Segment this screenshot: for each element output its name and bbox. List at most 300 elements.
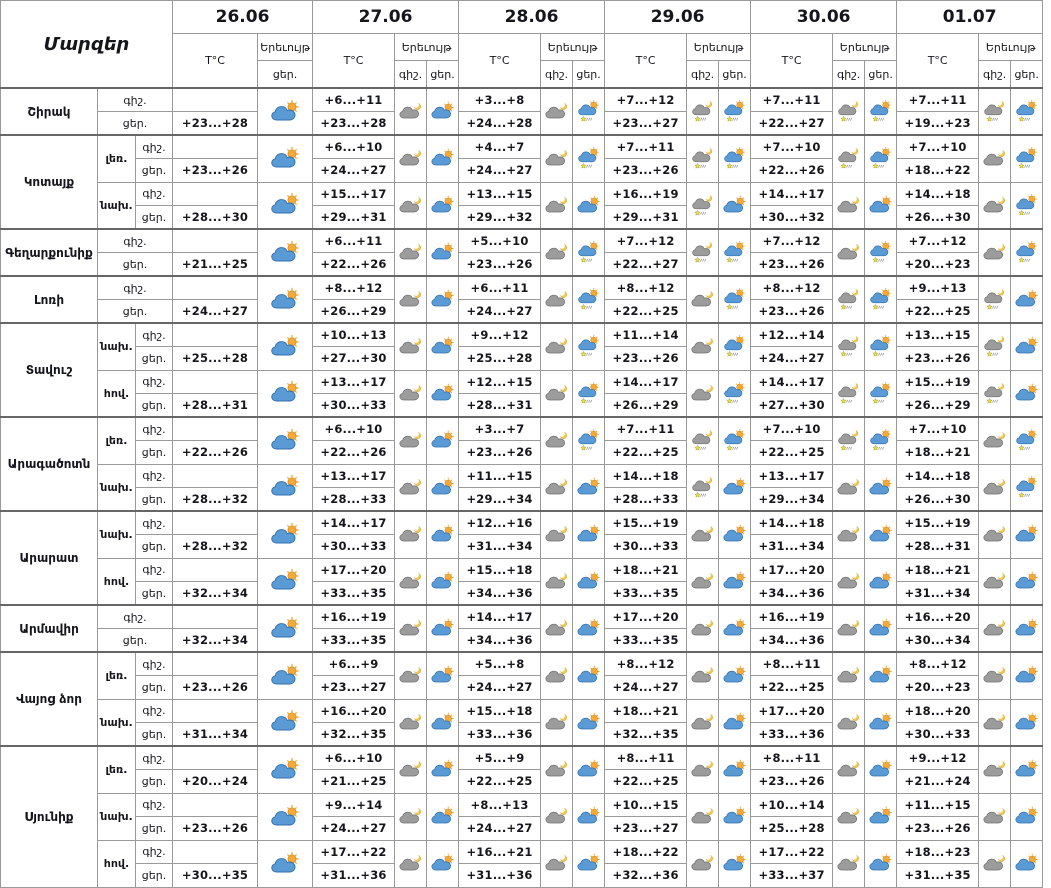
sun-behind-cloud-day-icon [430, 618, 456, 639]
night-temperature: +16...+21 [459, 840, 541, 864]
night-temperature: +7...+10 [897, 417, 979, 441]
temp-header: T°C [313, 34, 395, 89]
weather-icon-cell [573, 276, 605, 323]
weather-icon-cell [833, 652, 865, 699]
weather-icon-cell [687, 793, 719, 840]
phenomenon-header: Երեւույթ [833, 34, 897, 61]
moon-behind-cloud-night-icon [836, 665, 862, 686]
sun-behind-cloud-day-icon [868, 618, 894, 639]
night-temperature: +8...+12 [313, 276, 395, 300]
weather-icon-cell [258, 276, 313, 323]
sun-behind-cloud-day-icon [430, 242, 456, 263]
weather-icon-cell [687, 464, 719, 511]
thunderstorm-day-icon [1014, 476, 1039, 499]
region-name: Վայոց ձոր [1, 652, 98, 746]
forecast-row-night [1, 135, 1043, 159]
night-temperature: +7...+10 [751, 417, 833, 441]
sun-behind-cloud-day-icon [430, 383, 456, 404]
forecast-row-night [1, 605, 1043, 629]
weather-icon-cell [541, 182, 573, 229]
sun-behind-cloud-day-icon [430, 477, 456, 498]
thunderstorm-night-icon [982, 288, 1007, 311]
thunderstorm-day-icon [868, 241, 893, 264]
sun-behind-cloud-day-icon [868, 759, 894, 780]
weather-icon-cell [687, 511, 719, 558]
sun-behind-cloud-day-icon [868, 571, 894, 592]
moon-behind-cloud-night-icon [690, 571, 716, 592]
sun-behind-cloud-day-icon [576, 712, 602, 733]
day-temperature: +18...+21 [897, 441, 979, 465]
moon-behind-cloud-night-icon [544, 477, 570, 498]
sun-behind-cloud-day-icon [576, 195, 602, 216]
moon-behind-cloud-night-icon [544, 195, 570, 216]
thunderstorm-day-icon [576, 147, 601, 170]
weather-icon-cell [541, 229, 573, 276]
weather-icon-cell [719, 417, 751, 464]
forecast-row-night [1, 511, 1043, 535]
weather-icon-cell [258, 182, 313, 229]
weather-icon-cell [395, 746, 427, 793]
day-temperature: +24...+27 [173, 300, 258, 324]
day-temperature: +23...+26 [751, 770, 833, 794]
night-temperature: +7...+11 [751, 88, 833, 112]
night-label: գիշ. [98, 229, 173, 253]
day-temperature: +29...+31 [313, 206, 395, 230]
day-temperature: +23...+26 [173, 159, 258, 183]
night-temperature: +8...+11 [751, 652, 833, 676]
sun-behind-cloud-day-icon [722, 524, 748, 545]
night-temperature [173, 605, 258, 629]
night-temperature: +8...+12 [897, 652, 979, 676]
sun-behind-cloud-day-icon [1014, 289, 1040, 310]
region-name: Սյունիք [1, 746, 98, 887]
day-temperature: +27...+30 [751, 394, 833, 418]
night-temperature: +8...+12 [605, 652, 687, 676]
weather-icon-cell [865, 464, 897, 511]
thunderstorm-night-icon [982, 100, 1007, 123]
thunderstorm-day-icon [868, 147, 893, 170]
moon-behind-cloud-night-icon [836, 242, 862, 263]
weather-icon-cell [687, 276, 719, 323]
weather-icon-cell [573, 840, 605, 887]
sun-behind-cloud-day-icon [1014, 853, 1040, 874]
night-temperature: +18...+20 [897, 699, 979, 723]
forecast-row-night [1, 793, 1043, 817]
sun-behind-cloud-day-icon [269, 474, 302, 500]
night-temperature: +18...+21 [605, 558, 687, 582]
night-label: գիշ. [136, 746, 173, 770]
night-temperature: +15...+17 [313, 182, 395, 206]
moon-behind-cloud-night-icon [398, 383, 424, 404]
date-header-28-06: 28.06 [459, 1, 605, 34]
night-temperature [173, 229, 258, 253]
thunderstorm-night-icon [690, 194, 715, 217]
moon-behind-cloud-night-icon [982, 524, 1008, 545]
day-temperature: +21...+24 [897, 770, 979, 794]
zone-label: նախ. [98, 511, 136, 558]
sun-behind-cloud-day-icon [868, 806, 894, 827]
weather-icon-cell [427, 182, 459, 229]
weather-icon-cell [395, 840, 427, 887]
thunderstorm-day-icon [868, 382, 893, 405]
weather-icon-cell [719, 840, 751, 887]
day-temperature: +22...+25 [605, 770, 687, 794]
moon-behind-cloud-night-icon [398, 759, 424, 780]
night-temperature: +13...+15 [897, 323, 979, 347]
thunderstorm-day-icon [722, 335, 747, 358]
weather-icon-cell [687, 699, 719, 746]
night-label: գիշ. [136, 464, 173, 488]
day-temperature: +30...+33 [313, 394, 395, 418]
moon-behind-cloud-night-icon [982, 806, 1008, 827]
night-temperature: +7...+12 [605, 88, 687, 112]
day-temperature: +33...+35 [605, 582, 687, 606]
day-temperature: +26...+29 [605, 394, 687, 418]
day-temperature: +22...+26 [751, 159, 833, 183]
sun-behind-cloud-day-icon [576, 853, 602, 874]
night-temperature: +7...+11 [605, 417, 687, 441]
weather-icon-cell [541, 605, 573, 652]
night-temperature: +10...+14 [751, 793, 833, 817]
weather-icon-cell [573, 182, 605, 229]
day-temperature: +22...+25 [459, 770, 541, 794]
zone-label: նախ. [98, 323, 136, 370]
sun-behind-cloud-day-icon [1014, 571, 1040, 592]
night-label: գիշ. [136, 511, 173, 535]
night-temperature [173, 558, 258, 582]
day-temperature: +34...+36 [459, 629, 541, 653]
day-label: ցեր. [136, 582, 173, 606]
day-temperature: +22...+25 [897, 300, 979, 324]
sun-behind-cloud-day-icon [1014, 806, 1040, 827]
night-temperature: +15...+19 [605, 511, 687, 535]
weather-icon-cell [573, 323, 605, 370]
night-temperature: +12...+15 [459, 370, 541, 394]
weather-icon-cell [541, 370, 573, 417]
day-temperature: +22...+27 [751, 112, 833, 136]
moon-behind-cloud-night-icon [544, 806, 570, 827]
forecast-row-night [1, 323, 1043, 347]
weather-icon-cell [833, 135, 865, 182]
day-subheader: ցեր. [1011, 61, 1043, 89]
forecast-row-night [1, 652, 1043, 676]
moon-behind-cloud-night-icon [836, 477, 862, 498]
sun-behind-cloud-day-icon [269, 146, 302, 172]
sun-behind-cloud-day-icon [576, 524, 602, 545]
moon-behind-cloud-night-icon [982, 712, 1008, 733]
sun-behind-cloud-day-icon [430, 806, 456, 827]
zone-label: նախ. [98, 182, 136, 229]
weather-icon-cell [687, 229, 719, 276]
weather-icon-cell [1011, 182, 1043, 229]
moon-behind-cloud-night-icon [398, 477, 424, 498]
moon-behind-cloud-night-icon [398, 618, 424, 639]
day-temperature: +19...+23 [897, 112, 979, 136]
weather-icon-cell [687, 88, 719, 135]
forecast-row-night [1, 746, 1043, 770]
moon-behind-cloud-night-icon [544, 571, 570, 592]
weather-icon-cell [719, 135, 751, 182]
sun-behind-cloud-day-icon [269, 380, 302, 406]
sun-behind-cloud-day-icon [269, 334, 302, 360]
night-temperature: +9...+12 [459, 323, 541, 347]
night-temperature [173, 746, 258, 770]
thunderstorm-day-icon [868, 335, 893, 358]
night-temperature: +6...+11 [313, 88, 395, 112]
day-temperature: +26...+30 [897, 488, 979, 512]
day-temperature: +28...+33 [605, 488, 687, 512]
sun-behind-cloud-day-icon [430, 665, 456, 686]
phenomenon-header: Երեւույթ [258, 34, 313, 61]
region-name: Կոտայք [1, 135, 98, 229]
night-temperature: +17...+20 [313, 558, 395, 582]
night-temperature [173, 88, 258, 112]
table-header [1, 1, 1043, 89]
zone-label: հով. [98, 558, 136, 605]
night-temperature: +11...+14 [605, 323, 687, 347]
weather-icon-cell [427, 605, 459, 652]
night-temperature: +7...+10 [751, 135, 833, 159]
night-temperature: +8...+13 [459, 793, 541, 817]
weather-icon-cell [395, 511, 427, 558]
thunderstorm-night-icon [690, 476, 715, 499]
weather-icon-cell [258, 417, 313, 464]
thunderstorm-day-icon [1014, 147, 1039, 170]
moon-behind-cloud-night-icon [836, 712, 862, 733]
day-temperature: +29...+34 [751, 488, 833, 512]
moon-behind-cloud-night-icon [690, 524, 716, 545]
weather-icon-cell [833, 793, 865, 840]
day-temperature: +30...+33 [313, 535, 395, 559]
day-temperature: +25...+28 [751, 817, 833, 841]
sun-behind-cloud-day-icon [430, 336, 456, 357]
moon-behind-cloud-night-icon [836, 853, 862, 874]
weather-icon-cell [719, 464, 751, 511]
day-temperature: +24...+27 [751, 347, 833, 371]
night-temperature: +8...+12 [751, 276, 833, 300]
weather-icon-cell [395, 699, 427, 746]
sun-behind-cloud-day-icon [430, 430, 456, 451]
weather-icon-cell [1011, 370, 1043, 417]
weather-icon-cell [573, 417, 605, 464]
weather-icon-cell [979, 746, 1011, 793]
day-temperature: +23...+26 [751, 300, 833, 324]
sun-behind-cloud-day-icon [576, 806, 602, 827]
moon-behind-cloud-night-icon [398, 195, 424, 216]
weather-icon-cell [687, 746, 719, 793]
region-name: Արմավիր [1, 605, 98, 652]
night-temperature: +16...+19 [751, 605, 833, 629]
night-label: գիշ. [136, 370, 173, 394]
day-label: ցեր. [136, 864, 173, 888]
forecast-row-night [1, 464, 1043, 488]
day-temperature: +34...+36 [751, 582, 833, 606]
day-label: ցեր. [98, 629, 173, 653]
thunderstorm-night-icon [836, 382, 861, 405]
weather-icon-cell [395, 276, 427, 323]
moon-behind-cloud-night-icon [690, 665, 716, 686]
thunderstorm-night-icon [982, 382, 1007, 405]
weather-icon-cell [1011, 511, 1043, 558]
weather-icon-cell [395, 652, 427, 699]
day-temperature: +31...+34 [897, 582, 979, 606]
day-temperature: +22...+25 [605, 300, 687, 324]
night-temperature [173, 511, 258, 535]
weather-icon-cell [719, 88, 751, 135]
day-subheader: ցեր. [427, 61, 459, 89]
thunderstorm-night-icon [982, 335, 1007, 358]
zone-label: լեռ. [98, 417, 136, 464]
weather-icon-cell [573, 229, 605, 276]
night-temperature: +14...+18 [897, 182, 979, 206]
night-temperature: +14...+17 [459, 605, 541, 629]
sun-behind-cloud-day-icon [269, 804, 302, 830]
night-temperature: +8...+12 [605, 276, 687, 300]
night-temperature: +5...+9 [459, 746, 541, 770]
weather-icon-cell [573, 605, 605, 652]
date-header-30-06: 30.06 [751, 1, 897, 34]
night-temperature: +7...+11 [897, 88, 979, 112]
day-temperature: +23...+26 [459, 253, 541, 277]
weather-icon-cell [427, 88, 459, 135]
weather-icon-cell [865, 511, 897, 558]
weather-icon-cell [833, 229, 865, 276]
weather-icon-cell [979, 323, 1011, 370]
day-temperature: +32...+34 [173, 582, 258, 606]
day-temperature: +31...+34 [751, 535, 833, 559]
weather-icon-cell [541, 135, 573, 182]
weather-icon-cell [258, 558, 313, 605]
temp-header: T°C [751, 34, 833, 89]
region-name: Արագածոտն [1, 417, 98, 511]
weather-icon-cell [258, 840, 313, 887]
day-temperature: +23...+27 [313, 676, 395, 700]
weather-icon-cell [979, 652, 1011, 699]
day-temperature: +31...+36 [313, 864, 395, 888]
day-temperature: +23...+26 [173, 817, 258, 841]
moon-behind-cloud-night-icon [690, 383, 716, 404]
weather-icon-cell [395, 605, 427, 652]
weather-icon-cell [573, 464, 605, 511]
weather-icon-cell [979, 276, 1011, 323]
table-body [1, 88, 1043, 887]
night-temperature: +6...+10 [313, 417, 395, 441]
weather-icon-cell [865, 417, 897, 464]
forecast-row-night [1, 699, 1043, 723]
night-temperature [173, 182, 258, 206]
thunderstorm-day-icon [868, 288, 893, 311]
weather-icon-cell [1011, 699, 1043, 746]
moon-behind-cloud-night-icon [398, 148, 424, 169]
weather-icon-cell [865, 276, 897, 323]
night-temperature: +17...+22 [313, 840, 395, 864]
moon-behind-cloud-night-icon [836, 571, 862, 592]
weather-icon-cell [395, 464, 427, 511]
moon-behind-cloud-night-icon [544, 289, 570, 310]
weather-icon-cell [395, 370, 427, 417]
night-temperature: +7...+12 [751, 229, 833, 253]
night-temperature [173, 135, 258, 159]
weather-icon-cell [258, 746, 313, 793]
night-subheader: գիշ. [687, 61, 719, 89]
weather-icon-cell [865, 370, 897, 417]
weather-icon-cell [541, 511, 573, 558]
day-label: ցեր. [136, 770, 173, 794]
day-label: ցեր. [136, 347, 173, 371]
day-temperature: +32...+35 [605, 723, 687, 747]
night-temperature: +14...+17 [605, 370, 687, 394]
day-temperature: +33...+36 [459, 723, 541, 747]
weather-icon-cell [833, 276, 865, 323]
sun-behind-cloud-day-icon [722, 618, 748, 639]
night-temperature: +6...+10 [313, 135, 395, 159]
sun-behind-cloud-day-icon [269, 192, 302, 218]
sun-behind-cloud-day-icon [1014, 712, 1040, 733]
weather-icon-cell [719, 511, 751, 558]
weather-icon-cell [979, 417, 1011, 464]
weather-icon-cell [258, 88, 313, 135]
night-temperature: +16...+19 [313, 605, 395, 629]
regions-header: Մարզեր [1, 1, 173, 89]
thunderstorm-day-icon [1014, 194, 1039, 217]
weather-icon-cell [979, 840, 1011, 887]
weather-icon-cell [979, 229, 1011, 276]
weather-icon-cell [395, 88, 427, 135]
day-temperature: +28...+31 [897, 535, 979, 559]
night-temperature [173, 276, 258, 300]
weather-icon-cell [427, 323, 459, 370]
day-temperature: +22...+25 [751, 676, 833, 700]
day-temperature: +30...+35 [173, 864, 258, 888]
day-temperature: +24...+27 [459, 817, 541, 841]
day-temperature: +24...+27 [605, 676, 687, 700]
day-temperature: +23...+27 [605, 112, 687, 136]
weather-icon-cell [719, 652, 751, 699]
moon-behind-cloud-night-icon [982, 430, 1008, 451]
weather-icon-cell [979, 370, 1011, 417]
day-temperature: +20...+23 [897, 676, 979, 700]
weather-icon-cell [1011, 558, 1043, 605]
day-temperature: +25...+28 [459, 347, 541, 371]
night-temperature: +18...+21 [605, 699, 687, 723]
weather-icon-cell [258, 511, 313, 558]
sun-behind-cloud-day-icon [269, 568, 302, 594]
weather-icon-cell [979, 464, 1011, 511]
weather-icon-cell [833, 511, 865, 558]
night-label: գիշ. [136, 135, 173, 159]
sun-behind-cloud-day-icon [1014, 618, 1040, 639]
weather-icon-cell [865, 135, 897, 182]
night-temperature: +13...+17 [313, 464, 395, 488]
day-temperature: +23...+27 [605, 817, 687, 841]
forecast-row-night [1, 88, 1043, 112]
night-temperature: +17...+20 [751, 699, 833, 723]
night-temperature: +15...+19 [897, 511, 979, 535]
date-header-01-07: 01.07 [897, 1, 1043, 34]
night-temperature: +3...+7 [459, 417, 541, 441]
day-temperature: +26...+29 [313, 300, 395, 324]
moon-behind-cloud-night-icon [544, 618, 570, 639]
night-temperature: +12...+16 [459, 511, 541, 535]
night-temperature: +14...+17 [751, 182, 833, 206]
thunderstorm-night-icon [836, 100, 861, 123]
day-label: ցեր. [136, 394, 173, 418]
weather-icon-cell [833, 182, 865, 229]
sun-behind-cloud-day-icon [269, 99, 302, 125]
sun-behind-cloud-day-icon [430, 101, 456, 122]
weather-icon-cell [719, 605, 751, 652]
moon-behind-cloud-night-icon [398, 571, 424, 592]
